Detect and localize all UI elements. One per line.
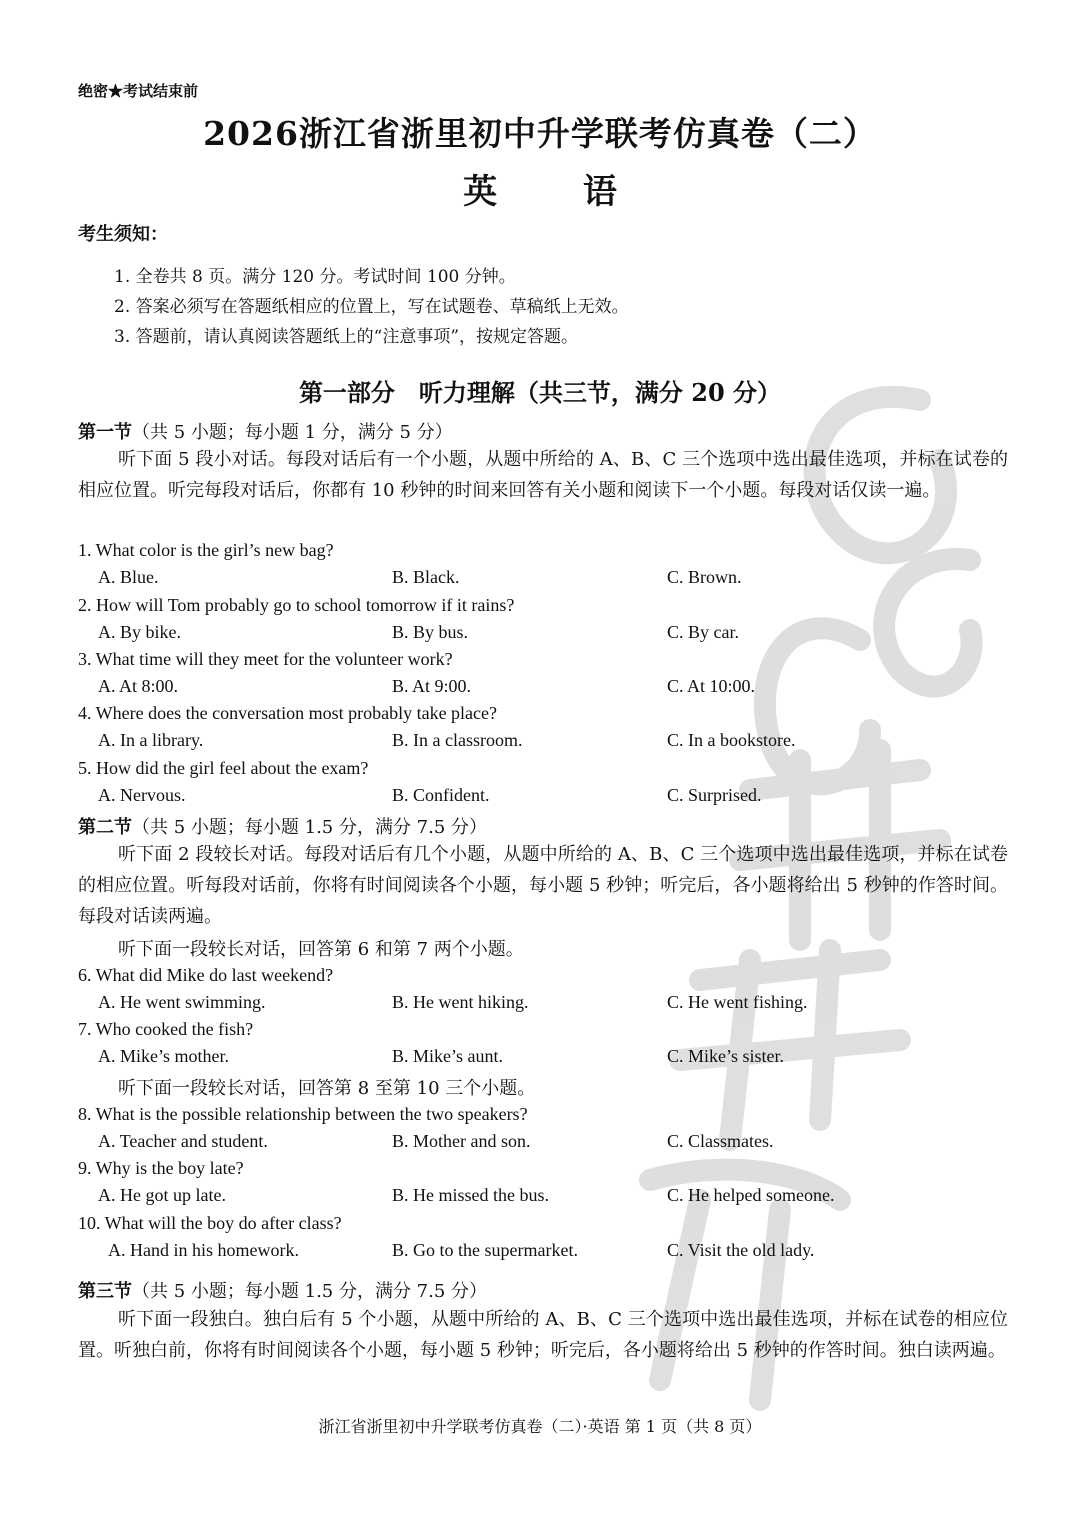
option-b: B. Mother and son. [392,1131,531,1151]
option-c: C. Brown. [667,567,742,587]
section-one-heading [78,418,453,444]
option-b: B. In a classroom. [392,730,523,750]
option-a: A. He went swimming. [98,992,266,1012]
option-a: A. Mike’s mother. [98,1046,229,1066]
sub-instruction: 听下面一段较长对话，回答第 6 和第 7 两个小题。 [118,939,524,960]
option-a: A. By bike. [98,622,181,642]
question-3: 3. What time will they meet for the volunteer work? [78,649,453,669]
question-2: 2. How will Tom probably go to school tomorrow if it rains? [78,595,515,615]
option-a: A. At 8:00. [98,676,179,696]
notice-item: 2. 答案必须写在答题纸相应的位置上，写在试题卷、草稿纸上无效。 [114,297,629,317]
page-footer: 浙江省浙里初中升学联考仿真卷（二）·英语 第 1 页（共 8 页） [318,1417,762,1436]
subject-title [0,164,1080,213]
sub-instruction: 听下面一段较长对话，回答第 8 至第 10 三个小题。 [118,1078,536,1099]
option-b: B. He missed the bus. [392,1185,549,1205]
option-c: C. By car. [667,622,739,642]
question-8: 8. What is the possible relationship between the two speakers? [78,1104,528,1124]
option-b: B. Black. [392,567,460,587]
subject-char-1: 英 [463,172,498,212]
option-a: A. Hand in his homework. [108,1240,299,1260]
question-9: 9. Why is the boy late? [78,1158,244,1178]
question-1: 1. What color is the girl’s new bag? [78,540,334,560]
question-6: 6. What did Mike do last weekend? [78,965,334,985]
section-two-instructions: 听下面 2 段较长对话。每段对话后有几个小题，从题中所给的 A、B、C 三个选项中选出最佳选项，并标在试卷的相应位置。听每段对话前，你将有时间阅读各个小题，每小题 5 秒钟；听完后，各小题将给出 5 秒钟的作答时间。每段对话读两遍。 [78,844,1008,927]
option-a: A. Blue. [98,567,159,587]
section-label: 第一节 [78,422,132,443]
option-b: B. He went hiking. [392,992,529,1012]
option-a: A. In a library. [98,730,204,750]
section-detail: （共 5 小题；每小题 1 分，满分 5 分） [132,422,453,443]
option-c: C. Classmates. [667,1131,774,1151]
exam-title: 2026浙江省浙里初中升学联考仿真卷（二） [203,114,877,153]
option-a: A. Teacher and student. [98,1131,268,1151]
section-one-instructions: 听下面 5 段小对话。每段对话后有一个小题，从题中所给的 A、B、C 三个选项中选出最佳选项，并标在试卷的相应位置。听完每段对话后，你都有 10 秒钟的时间来回答有关小题和阅读下一个小题。每段对话仅读一遍。 [78,449,1008,501]
option-c: C. He helped someone. [667,1185,835,1205]
section-detail: （共 5 小题；每小题 1.5 分，满分 7.5 分） [132,1281,488,1302]
part-one-title: 第一部分 听力理解（共三节，满分 20 分） [298,378,782,407]
subject-char-2: 语 [582,172,617,212]
section-three-instructions: 听下面一段独白。独白后有 5 个小题，从题中所给的 A、B、C 三个选项中选出最佳选项，并标在试卷的相应位置。听独白前，你将有时间阅读各个小题，每小题 5 秒钟；听完后，各小题将给出 5 秒钟的作答时间。独白读两遍。 [78,1309,1008,1361]
option-c: C. Visit the old lady. [667,1240,815,1260]
section-two-heading [78,813,487,839]
notice-item: 3. 答题前，请认真阅读答题纸上的“注意事项”，按规定答题。 [114,327,579,347]
confidential-label: 绝密★考试结束前 [78,82,199,100]
option-c: C. Mike’s sister. [667,1046,785,1066]
option-a: A. Nervous. [98,785,186,805]
question-5: 5. How did the girl feel about the exam? [78,758,369,778]
question-7: 7. Who cooked the fish? [78,1019,254,1039]
option-b: B. Go to the supermarket. [392,1240,578,1260]
section-three-heading [78,1277,487,1303]
section-label: 第二节 [78,817,132,838]
option-c: C. At 10:00. [667,676,756,696]
question-4: 4. Where does the conversation most probably take place? [78,703,498,723]
option-b: B. By bus. [392,622,469,642]
notice-heading: 考生须知： [78,224,168,245]
option-b: B. Mike’s aunt. [392,1046,503,1066]
option-c: C. Surprised. [667,785,762,805]
option-c: C. He went fishing. [667,992,808,1012]
question-10: 10. What will the boy do after class? [78,1213,342,1233]
section-detail: （共 5 小题；每小题 1.5 分，满分 7.5 分） [132,817,488,838]
option-a: A. He got up late. [98,1185,226,1205]
option-c: C. In a bookstore. [667,730,796,750]
notice-item: 1. 全卷共 8 页。满分 120 分。考试时间 100 分钟。 [114,267,516,287]
option-b: B. Confident. [392,785,490,805]
section-label: 第三节 [78,1281,132,1302]
option-b: B. At 9:00. [392,676,472,696]
